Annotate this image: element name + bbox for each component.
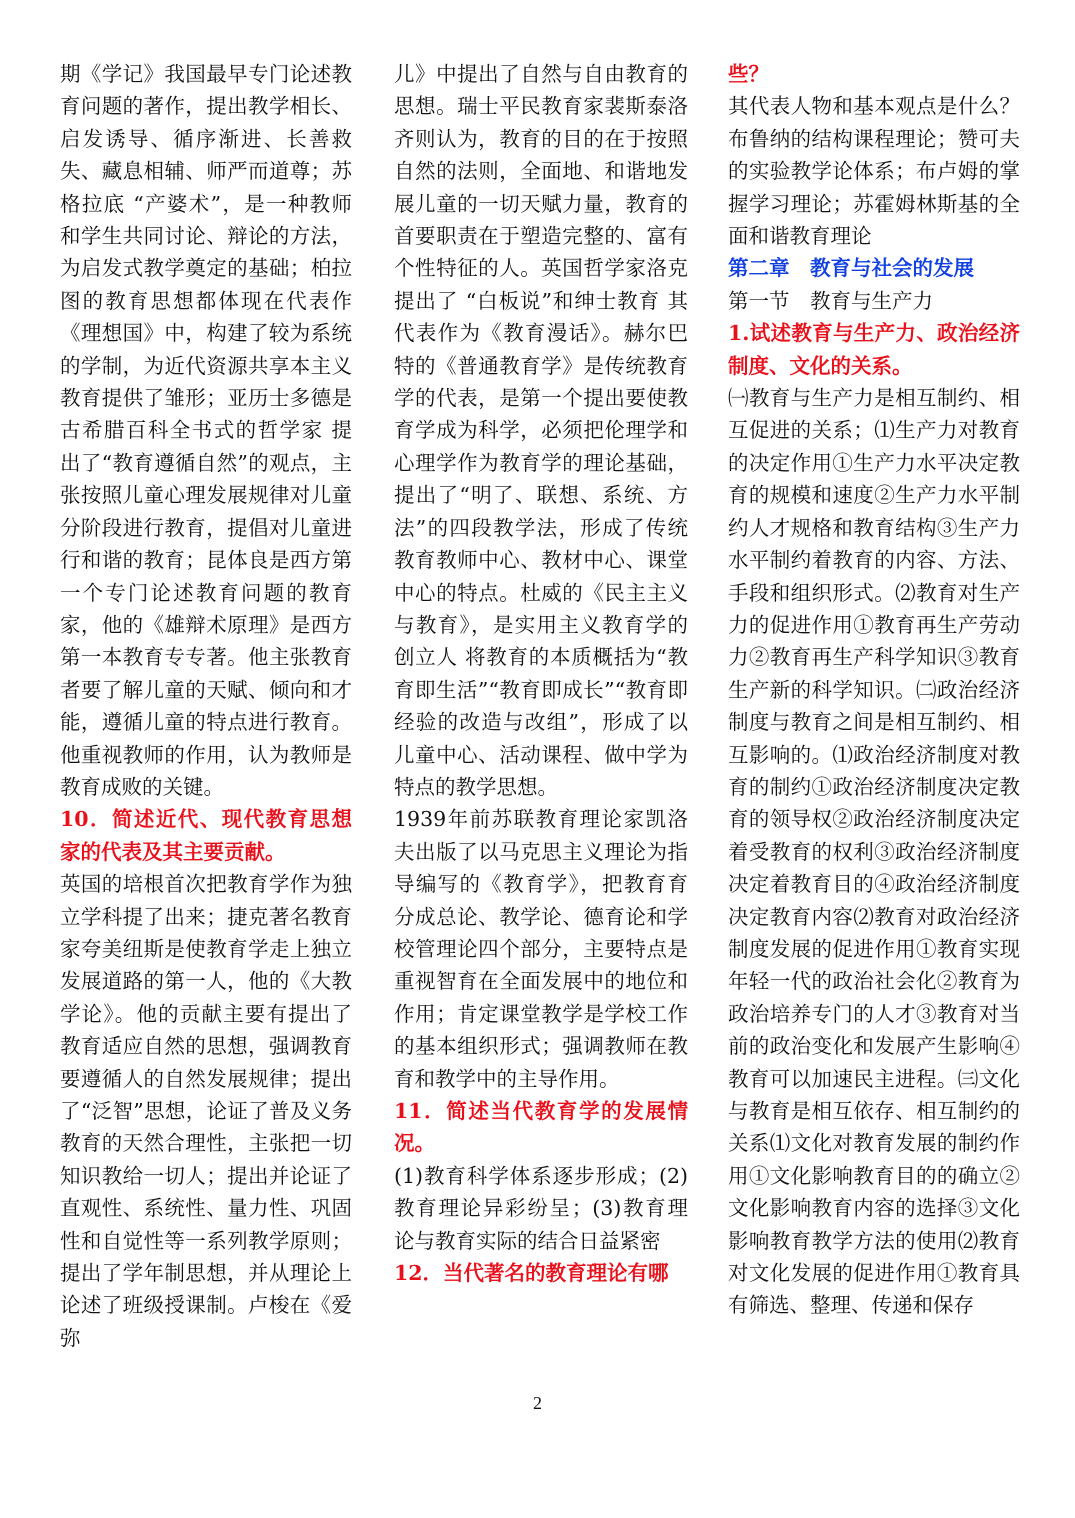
paragraph-kairov: 1939年前苏联教育理论家凯洛夫出版了以马克思主义理论为指导编写的《教育学》，把教育育分成总论、教学论、德育论和学校管理论四个部分，主要特点是重视智育在全面发展中的地位和作用；肯定课堂教学是学校工作的基本组织形式；强调教师在教育和教学中的主导作用。 [394, 807, 688, 1091]
paragraph-modern-educators-cont: 儿》中提出了自然与自由教育的思想。瑞士平民教育家裴斯泰洛齐则认为，教育的目的在于按照自然的法则，全面地、和谐地发展儿童的一切天赋力量，教育的首要职责在于塑造完整的、富有个性特征的人。英国哲学家洛克提出了 “白板说”和绅士教育 其代表作为《教育漫话》。赫尔巴特的《普通教育学》是传统教育学的代表，是第一个提出要使教育学成为科学，必须把伦理学和心理学作为教育学的理论基础，提出了“明了、联想、系统、方法”的四段教学法，形成了传统教育教师中心、教材中心、课堂中心的特点。杜威的《民主主义与教育》，是实用主义教育学的创立人 将教育的本质概括为“教育即生活”“教育即成长”“教育即经验的改造与改组”，形成了以儿童中心、活动课程、做中学为特点的教学思想。 [394, 62, 688, 799]
question-1-heading: 1.试述教育与生产力、政治经济制度、文化的关系。 [728, 321, 1020, 378]
section-1-title: 第一节 教育与生产力 [728, 288, 933, 313]
paragraph-education-society: ㈠教育与生产力是相互制约、相互促进的关系；⑴生产力对教育的决定作用①生产力水平决定教育的规模和速度②生产力水平制约人才规格和教育结构③生产力水平制约着教育的内容、方法、手段和组织形式。⑵教育对生产力的促进作用①教育再生产劳动力②教育再生产科学知识③教育生产新的科学知识。㈡政治经济制度与教育之间是相互制约、相互影响的。⑴政治经济制度对教育的制约①政治经济制度决定教育的领导权②政治经济制度决定着受教育的权利③政治经济制度决定着教育目的④政治经济制度决定教育内容⑵教育对政治经济制度发展的促进作用①教育实现年轻一代的政治社会化②教育为政治培养专门的人才③教育对当前的政治变化和发展产生影响④教育可以加速民主进程。㈢文化与教育是相互依存、相互制约的关系⑴文化对教育发展的制约作用①文化影响教育目的的确立②文化影响教育内容的选择③文化影响教育教学方法的使用⑵教育对文化发展的促进作用①教育具有筛选、整理、传递和保存 [728, 386, 1020, 1318]
paragraph-contemporary-theories: 其代表人物和基本观点是什么？布鲁纳的结构课程理论；赞可夫的实验教学论体系；布卢姆的掌握学习理论；苏霍姆林斯基的全面和谐教育理论 [728, 94, 1020, 249]
column-middle [394, 58, 688, 1289]
column-left [60, 58, 352, 1354]
question-12-heading-cont: 些？ [728, 62, 769, 86]
column-right [728, 58, 1020, 1322]
question-11-heading: 11．简述当代教育学的发展情况。 [394, 1099, 688, 1156]
chapter-2-title: 第二章 教育与社会的发展 [728, 256, 974, 281]
paragraph-modern-educators: 英国的培根首次把教育学作为独立学科提了出来；捷克著名教育家夸美纽斯是使教育学走上独立发展道路的第一人，他的《大教学论》。他的贡献主要有提出了教育适应自然的思想，强调教育要遵循人的自然发展规律；提出了“泛智”思想，论证了普及义务教育的天然合理性，主张把一切知识教给一切人；提出并论证了直观性、系统性、量力性、巩固性和自觉性等一系列教学原则；提出了学年制思想，并从理论上论述了班级授课制。卢梭在《爱弥 [60, 872, 352, 1350]
paragraph-ancient-educators: 期《学记》我国最早专门论述教育问题的著作，提出教学相长、启发诱导、循序渐进、长善救失、藏息相辅、师严而道尊；苏格拉底 “产婆术”，是一种教师和学生共同讨论、辩论的方法，为启发式教学奠定的基础；柏拉图的教育思想都体现在代表作《理想国》中，构建了较为系统的学制，为近代资源共享本主义教育提供了雏形；亚历士多德是古希腊百科全书式的哲学家 提出了“教育遵循自然”的观点，主张按照儿童心理发展规律对儿童分阶段进行教育，提倡对儿童进行和谐的教育；昆体良是西方第一个专门论述教育问题的教育家，他的《雄辩术原理》是西方第一本教育专专著。他主张教育者要了解儿童的天赋、倾向和才能，遵循儿童的特点进行教育。他重视教师的作用，认为教师是教育成败的关键。 [60, 62, 352, 799]
paragraph-contemporary-development: (1)教育科学体系逐步形成；(2)教育理论异彩纷呈；(3)教育理论与教育实际的结合日益紧密 [394, 1163, 688, 1253]
page-number: 2 [533, 1393, 542, 1413]
question-12-heading: 12．当代著名的教育理论有哪 [394, 1261, 669, 1286]
question-10-heading: 10．简述近代、现代教育思想家的代表及其主要贡献。 [60, 807, 352, 864]
